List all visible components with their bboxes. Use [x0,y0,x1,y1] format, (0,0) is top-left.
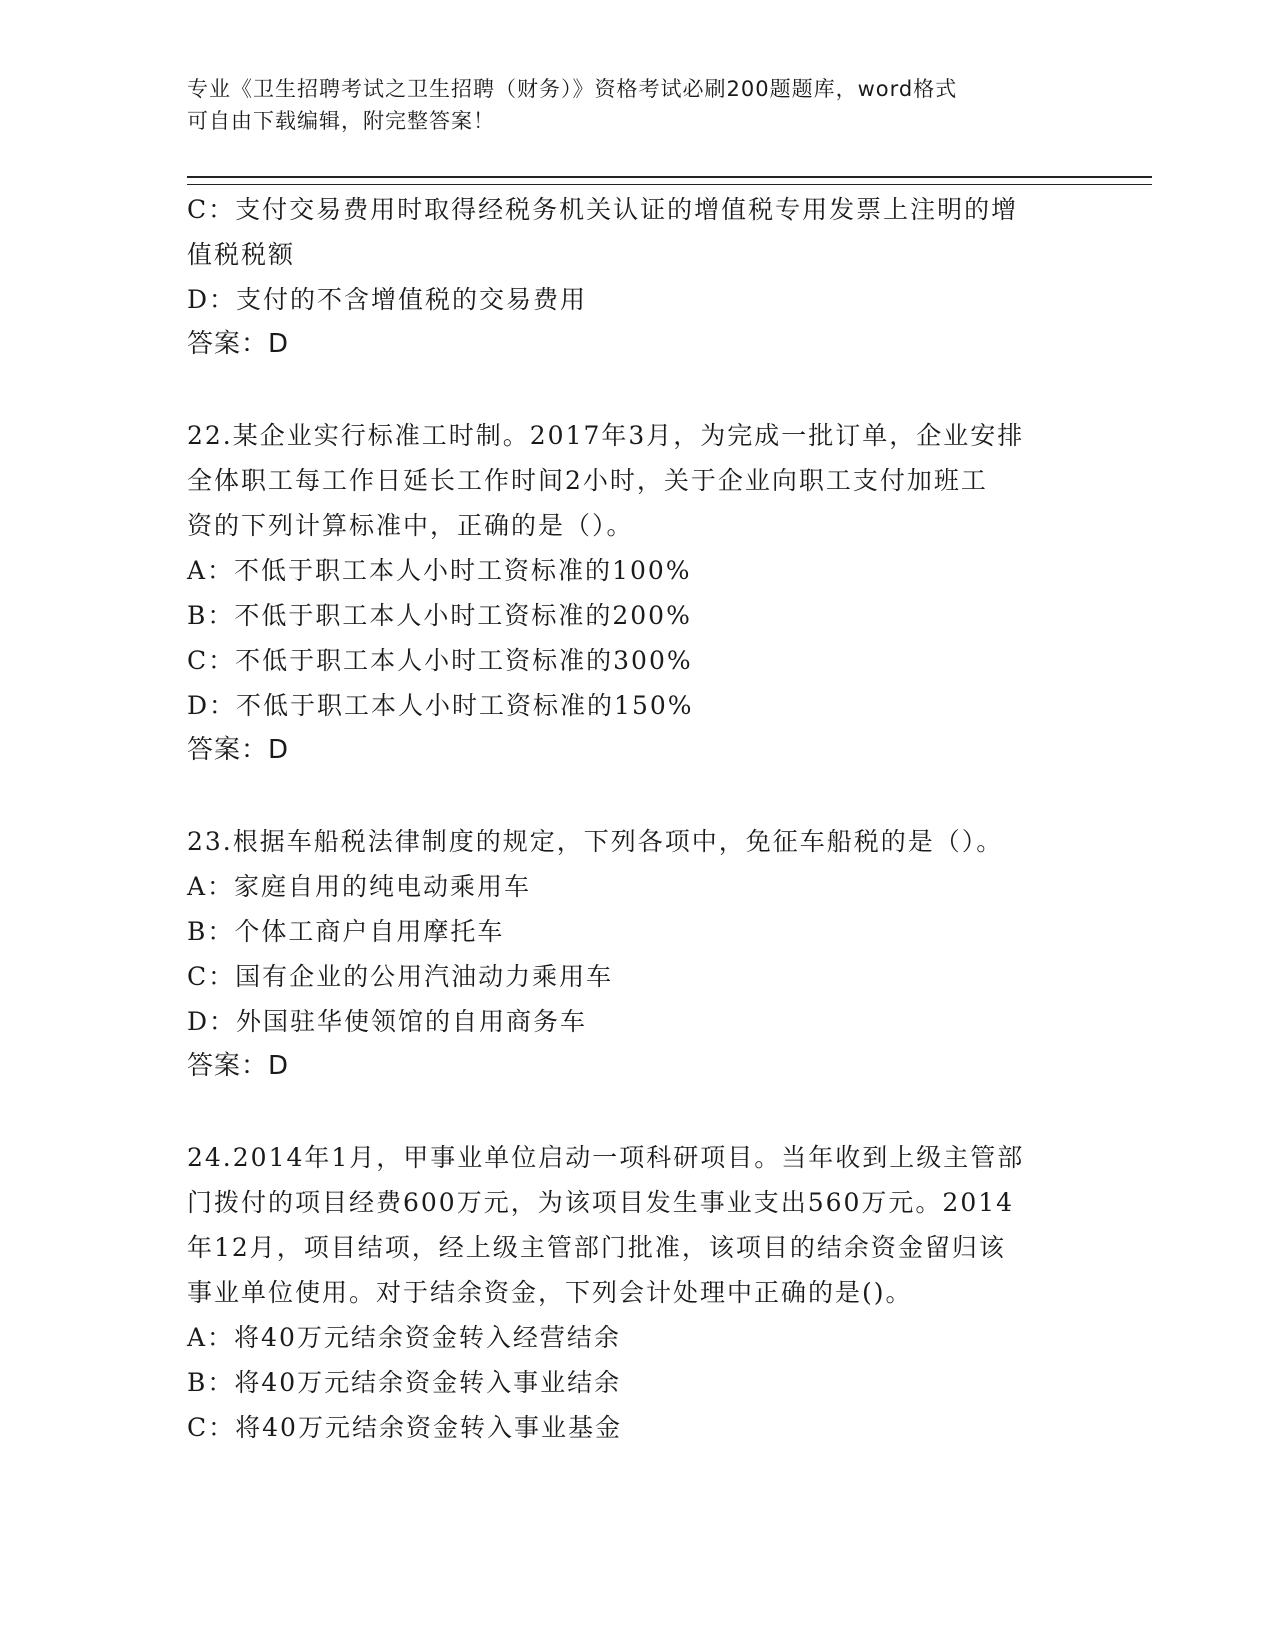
spacer [187,367,1087,413]
option-d: D：不低于职工本人小时工资标准的150% [187,691,694,720]
question-stem-line-1: 23.根据车船税法律制度的规定，下列各项中，免征车船税的是（）。 [187,827,1004,856]
option-c-line-2: 值税税额 [187,240,296,269]
option-c: C：国有企业的公用汽油动力乘用车 [187,962,614,991]
option-b: B：不低于职工本人小时工资标准的200% [187,601,692,630]
option-a: A：不低于职工本人小时工资标准的100% [187,556,692,585]
option-a: A：家庭自用的纯电动乘用车 [187,872,532,901]
page-header [187,73,1067,137]
option-d: D：支付的不含增值税的交易费用 [187,285,588,314]
option-c: C：将40万元结余资金转入事业基金 [187,1413,622,1442]
question-21-continued [187,187,1087,367]
option-c-line-1: C：支付交易费用时取得经税务机关认证的增值税专用发票上注明的增 [187,195,1019,224]
header-divider [187,176,1152,185]
answer: 答案：D [187,1051,290,1081]
question-23 [187,819,1087,1089]
question-stem-line-3: 年12月，项目结项，经上级主管部门批准，该项目的结余资金留归该 [187,1233,1006,1262]
option-a: A：将40万元结余资金转入经营结余 [187,1323,621,1352]
question-stem-line-1: 24.2014年1月，甲事业单位启动一项科研项目。当年收到上级主管部 [187,1143,1025,1172]
spacer [187,1089,1087,1135]
option-d: D：外国驻华使领馆的自用商务车 [187,1007,588,1036]
header-line-1: 专业《卫生招聘考试之卫生招聘（财务）》资格考试必刷200题题库，word格式 [187,77,958,101]
answer: 答案：D [187,329,290,359]
answer: 答案：D [187,735,290,765]
option-c: C：不低于职工本人小时工资标准的300% [187,646,693,675]
question-stem-line-1: 22.某企业实行标准工时制。2017年3月，为完成一批订单，企业安排 [187,421,1025,450]
question-22 [187,413,1087,773]
document-body [187,187,1087,1450]
question-24 [187,1135,1087,1450]
question-stem-line-2: 全体职工每工作日延长工作时间2小时，关于企业向职工支付加班工 [187,466,988,495]
option-b: B：将40万元结余资金转入事业结余 [187,1368,622,1397]
question-stem-line-3: 资的下列计算标准中，正确的是（）。 [187,511,634,540]
spacer [187,773,1087,819]
option-b: B：个体工商户自用摩托车 [187,917,505,946]
header-line-2: 可自由下载编辑，附完整答案！ [187,109,495,133]
question-stem-line-2: 门拨付的项目经费600万元，为该项目发生事业支出560万元。2014 [187,1188,1015,1217]
question-stem-line-4: 事业单位使用。对于结余资金，下列会计处理中正确的是()。 [187,1278,913,1307]
